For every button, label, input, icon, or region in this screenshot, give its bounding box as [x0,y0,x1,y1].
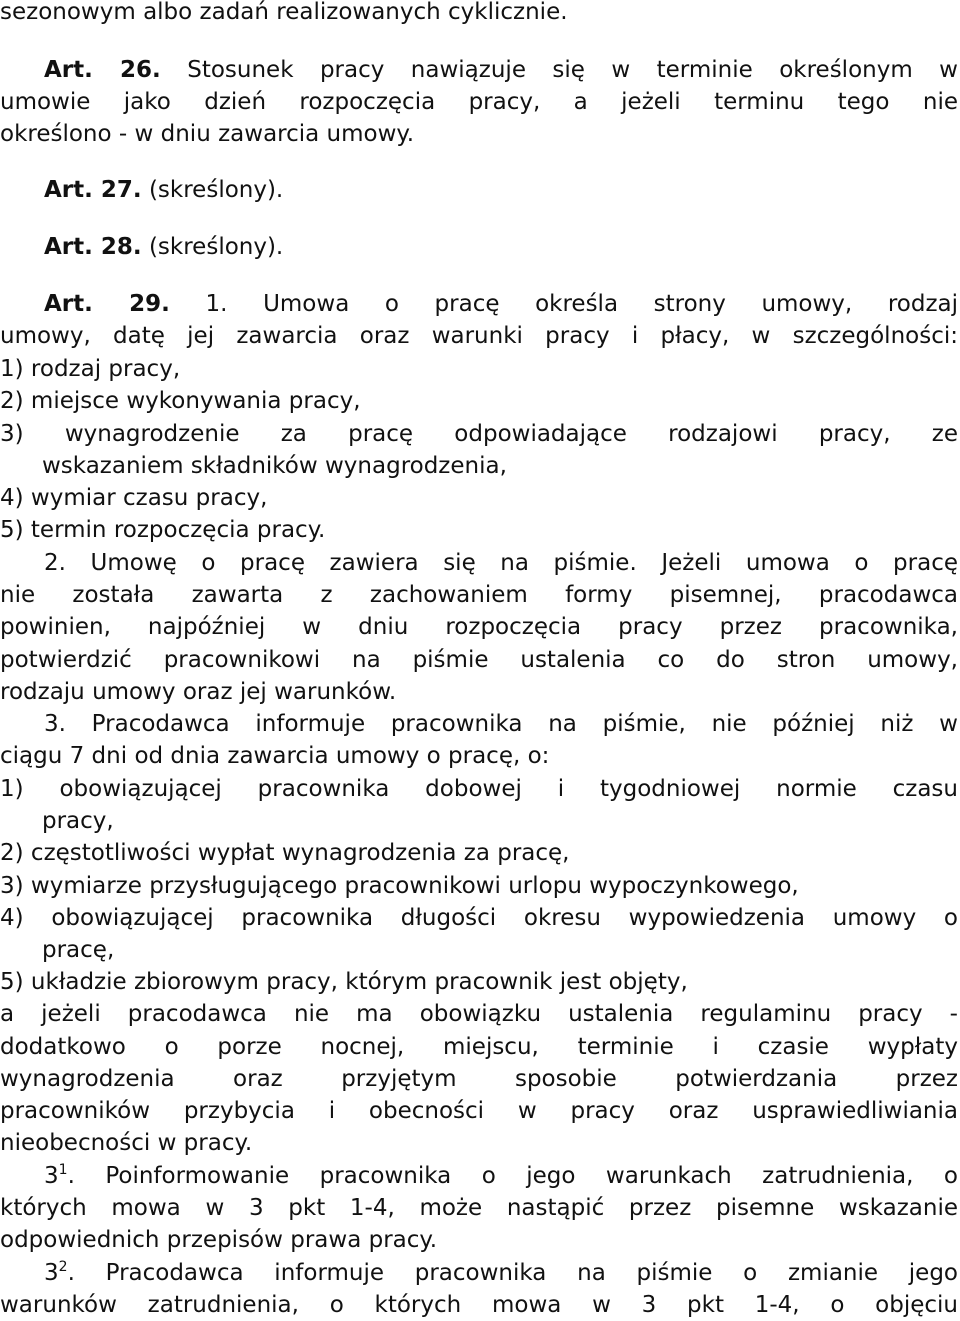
text-line: nie została zawarta z zachowaniem formy pisemnej, pracodawca [0,582,958,608]
text-line: wynagrodzenia oraz przyjętym sposobie potwierdzania przez [0,1066,958,1092]
list-item: 5) termin rozpoczęcia pracy. [0,517,326,543]
list-item-continuation: wskazaniem składników wynagrodzenia, [42,453,507,479]
article-label: Art. 27. [44,177,142,203]
article-27-line: Art. 27. (skreślony). [44,177,284,203]
list-item: 4) obowiązującej pracownika długości okresu wypowiedzenia umowy o [0,905,958,931]
text-line: potwierdzić pracownikowi na piśmie ustalenia co do stron umowy, [0,647,958,673]
paragraph-3-line: 3. Pracodawca informuje pracownika na piśmie, nie później niż w [44,711,958,737]
text-line: dodatkowo o porze nocnej, miejscu, terminie i czasie wypłaty [0,1034,958,1060]
text-line: odpowiednich przepisów prawa pracy. [0,1227,438,1253]
list-item: 1) obowiązującej pracownika dobowej i tygodniowej normie czasu [0,776,958,802]
list-item-continuation: pracę, [42,937,115,963]
text-line: a jeżeli pracodawca nie ma obowiązku ustalenia regulaminu pracy - [0,1001,958,1027]
list-item: 2) częstotliwości wypłat wynagrodzenia za pracę, [0,840,570,866]
text-line: określono - w dniu zawarcia umowy. [0,121,415,147]
article-label: Art. 29. [44,291,170,317]
list-item: 1) rodzaj pracy, [0,356,181,382]
article-29-heading-line: Art. 29. 1. Umowa o pracę określa strony umowy, rodzaj [44,291,958,317]
list-item: 3) wynagrodzenie za pracę odpowiadające rodzajowi pracy, ze [0,421,958,447]
article-label: Art. 28. [44,234,142,260]
article-label: Art. 26. [44,57,161,83]
text-line: umowie jako dzień rozpoczęcia pracy, a jeżeli terminu tego nie [0,89,958,115]
text-line: powinien, najpóźniej w dniu rozpoczęcia pracy przez pracownika, [0,614,958,640]
paragraph-3-2-line: $3^2$. Pracodawca informuje pracownika na piśmie o zmianie jego [44,1259,958,1286]
list-item: 2) miejsce wykonywania pracy, [0,388,361,414]
list-item-continuation: pracy, [42,808,114,834]
text-line: nieobecności w pracy. [0,1130,253,1156]
text-line: umowy, datę jej zawarcia oraz warunki pracy i płacy, w szczególności: [0,323,958,349]
text-line: pracowników przybycia i obecności w pracy oraz usprawiedliwiania [0,1098,958,1124]
text-line: których mowa w 3 pkt 1-4, może nastąpić przez pisemne wskazanie [0,1195,958,1221]
paragraph-3-1-line: $3^1$. Poinformowanie pracownika o jego warunkach zatrudnienia, o [44,1162,958,1189]
list-item: 4) wymiar czasu pracy, [0,485,268,511]
list-item: 3) wymiarze przysługującego pracownikowi urlopu wypoczynkowego, [0,873,799,899]
text-line: ciągu 7 dni od dnia zawarcia umowy o pracę, o: [0,743,550,769]
article-28-line: Art. 28. (skreślony). [44,234,284,260]
article-26-heading-line: Art. 26. Stosunek pracy nawiązuje się w terminie określonym w [44,57,958,83]
text-line: warunków zatrudnienia, o których mowa w 3 pkt 1-4, o objęciu [0,1292,958,1318]
text-line: rodzaju umowy oraz jej warunków. [0,679,397,705]
text-line: sezonowym albo zadań realizowanych cyklicznie. [0,0,568,25]
paragraph-2-line: 2. Umowę o pracę zawiera się na piśmie. Jeżeli umowa o pracę [44,550,958,576]
list-item: 5) układzie zbiorowym pracy, którym pracownik jest objęty, [0,969,688,995]
